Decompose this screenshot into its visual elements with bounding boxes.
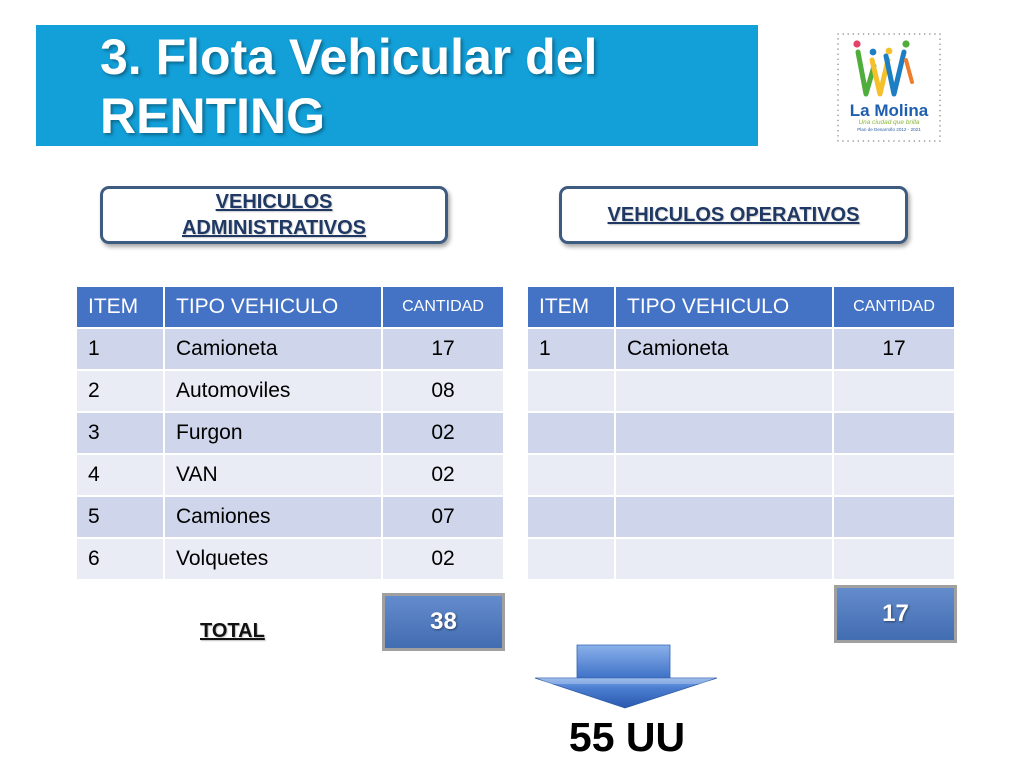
cell-item bbox=[528, 455, 614, 495]
cell-vehicle-type bbox=[616, 539, 832, 579]
cell-vehicle-type bbox=[616, 455, 832, 495]
cell-quantity: 17 bbox=[834, 329, 954, 369]
slide-title: 3. Flota Vehicular del RENTING bbox=[100, 29, 598, 144]
orange-figure bbox=[906, 60, 912, 82]
operative-total-box: 17 bbox=[834, 585, 957, 643]
cell-vehicle-type: Camioneta bbox=[616, 329, 832, 369]
arrow-shaft bbox=[577, 645, 670, 679]
cell-quantity: 08 bbox=[383, 371, 503, 411]
cell-quantity: 02 bbox=[383, 455, 503, 495]
cell-vehicle-type: Furgon bbox=[165, 413, 381, 453]
cell-item: 4 bbox=[77, 455, 163, 495]
cell-item bbox=[528, 497, 614, 537]
cell-vehicle-type: VAN bbox=[165, 455, 381, 495]
header-quantity: CANTIDAD bbox=[383, 287, 503, 327]
cell-quantity bbox=[834, 497, 954, 537]
cell-quantity bbox=[834, 539, 954, 579]
admin-total-box: 38 bbox=[382, 593, 505, 651]
cell-item: 3 bbox=[77, 413, 163, 453]
header-vehicle-type: TIPO VEHICULO bbox=[165, 287, 381, 327]
cell-quantity: 02 bbox=[383, 413, 503, 453]
operative-vehicles-label: VEHICULOS OPERATIVOS bbox=[607, 204, 860, 226]
logo-plan: Plan de Desarrollo 2012 - 2021 bbox=[857, 127, 921, 132]
header-item: ITEM bbox=[77, 287, 163, 327]
cell-vehicle-type: Automoviles bbox=[165, 371, 381, 411]
cell-quantity bbox=[834, 455, 954, 495]
cell-vehicle-type: Volquetes bbox=[165, 539, 381, 579]
la-molina-logo bbox=[834, 30, 944, 145]
total-label: TOTAL bbox=[200, 620, 265, 642]
grand-total: 55 UU bbox=[568, 714, 686, 760]
cell-item: 6 bbox=[77, 539, 163, 579]
blue-figure bbox=[886, 52, 904, 94]
cell-vehicle-type bbox=[616, 371, 832, 411]
operative-vehicles-label-box bbox=[559, 186, 908, 244]
cell-item bbox=[528, 371, 614, 411]
people-figures-icon bbox=[853, 40, 912, 94]
logo-name: La Molina bbox=[849, 101, 929, 120]
cell-item: 1 bbox=[77, 329, 163, 369]
cell-quantity bbox=[834, 371, 954, 411]
cell-quantity: 07 bbox=[383, 497, 503, 537]
admin-vehicles-label-box bbox=[100, 186, 448, 244]
cell-vehicle-type: Camiones bbox=[165, 497, 381, 537]
header-vehicle-type: TIPO VEHICULO bbox=[616, 287, 832, 327]
cell-item: 1 bbox=[528, 329, 614, 369]
cell-vehicle-type bbox=[616, 413, 832, 453]
down-arrow-icon bbox=[530, 640, 720, 712]
cell-item bbox=[528, 413, 614, 453]
cell-vehicle-type bbox=[616, 497, 832, 537]
admin-vehicles-label: VEHICULOS ADMINISTRATIVOS bbox=[181, 191, 367, 239]
cell-quantity: 02 bbox=[383, 539, 503, 579]
figure-head bbox=[870, 49, 877, 56]
figure-head bbox=[902, 40, 909, 47]
cell-item: 5 bbox=[77, 497, 163, 537]
arrow-highlight bbox=[537, 678, 715, 684]
figure-head bbox=[853, 40, 860, 47]
operative-vehicles-table bbox=[528, 287, 954, 579]
figure-head bbox=[886, 48, 893, 55]
cell-item: 2 bbox=[77, 371, 163, 411]
cell-quantity bbox=[834, 413, 954, 453]
cell-vehicle-type: Camioneta bbox=[165, 329, 381, 369]
cell-quantity: 17 bbox=[383, 329, 503, 369]
logo-tagline: Una ciudad que brilla bbox=[858, 119, 920, 126]
header-quantity: CANTIDAD bbox=[834, 287, 954, 327]
header-item: ITEM bbox=[528, 287, 614, 327]
cell-item bbox=[528, 539, 614, 579]
admin-vehicles-table bbox=[77, 287, 503, 579]
title-banner bbox=[36, 25, 758, 146]
